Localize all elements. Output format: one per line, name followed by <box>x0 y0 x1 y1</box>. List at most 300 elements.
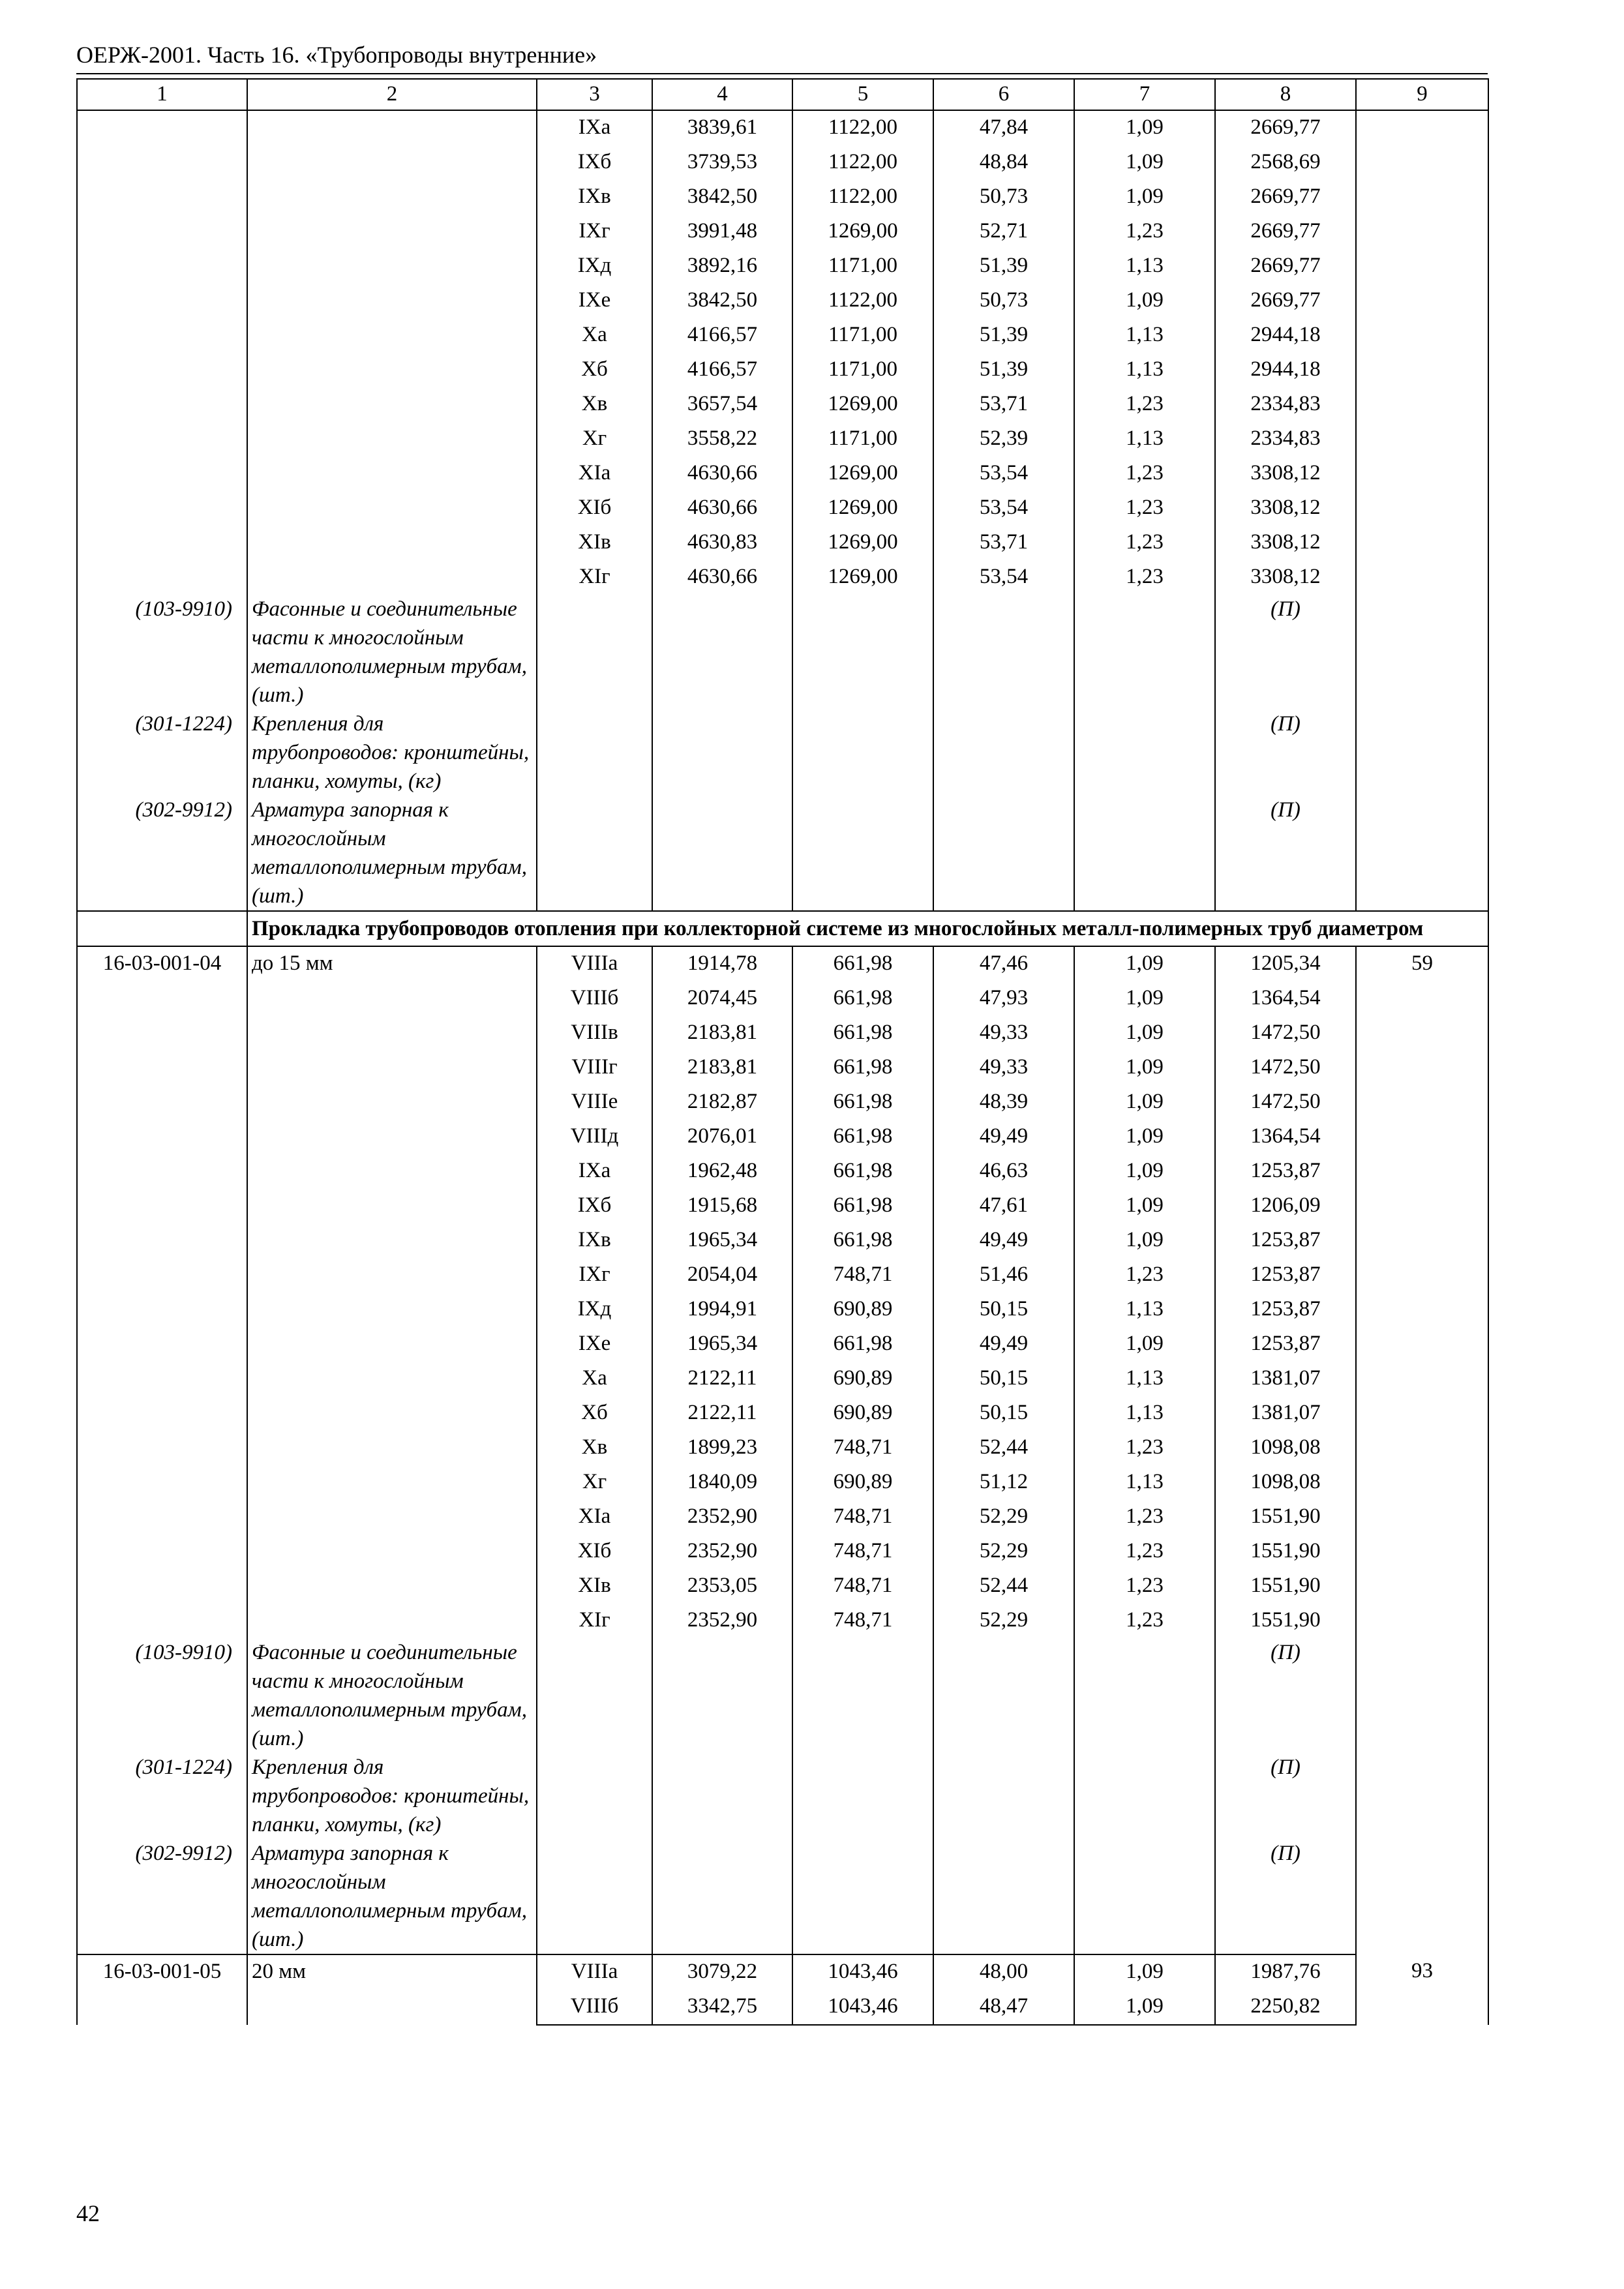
resource-code-cell <box>77 110 247 595</box>
zone-cell: XIа <box>537 456 652 491</box>
material-row <box>77 710 1488 796</box>
material-name-cell: Крепления для трубопроводов: кронштейны, планки, хомуты, (кг) <box>247 710 537 796</box>
zone-cell: VIIIа <box>537 1954 652 1990</box>
labor-hours-cell: 59 <box>1356 946 1488 1954</box>
labor-cost-cell: 661,98 <box>792 1120 933 1154</box>
zone-cell: Xа <box>537 318 652 353</box>
material-cost-cell: 1205,34 <box>1215 946 1356 981</box>
driver-wage-cell: 1,23 <box>1074 1258 1215 1293</box>
machine-cost-cell: 52,29 <box>933 1604 1074 1638</box>
material-cost-cell: 1472,50 <box>1215 1085 1356 1120</box>
labor-cost-cell: 690,89 <box>792 1293 933 1327</box>
zone-cell: VIIIд <box>537 1120 652 1154</box>
direct-cost-cell: 4630,66 <box>652 456 792 491</box>
empty-cell <box>792 1753 933 1839</box>
machine-cost-cell: 51,39 <box>933 318 1074 353</box>
zone-cell: VIIIг <box>537 1051 652 1085</box>
labor-cost-cell: 661,98 <box>792 1327 933 1362</box>
labor-cost-cell: 748,71 <box>792 1500 933 1534</box>
driver-wage-cell: 1,09 <box>1074 180 1215 215</box>
material-row <box>77 595 1488 710</box>
driver-wage-cell: 1,23 <box>1074 526 1215 560</box>
material-cost-cell: 1098,08 <box>1215 1431 1356 1465</box>
labor-cost-cell: 690,89 <box>792 1465 933 1500</box>
labor-cost-cell: 748,71 <box>792 1569 933 1604</box>
rates-table <box>76 78 1489 2026</box>
material-mark-cell: (П) <box>1215 796 1356 911</box>
material-mark-cell: (П) <box>1215 1839 1356 1954</box>
table-body <box>77 79 1488 2025</box>
column-number: 8 <box>1215 79 1356 110</box>
material-code-cell: (302-9912) <box>77 796 247 911</box>
material-cost-cell: 2669,77 <box>1215 284 1356 318</box>
direct-cost-cell: 2074,45 <box>652 981 792 1016</box>
labor-cost-cell: 1122,00 <box>792 284 933 318</box>
driver-wage-cell: 1,13 <box>1074 1293 1215 1327</box>
machine-cost-cell: 52,39 <box>933 422 1074 456</box>
labor-cost-cell: 661,98 <box>792 1051 933 1085</box>
driver-wage-cell: 1,23 <box>1074 215 1215 249</box>
resource-code-cell: 16-03-001-04 <box>77 946 247 1638</box>
machine-cost-cell: 52,29 <box>933 1534 1074 1569</box>
zone-cell: XIв <box>537 1569 652 1604</box>
driver-wage-cell: 1,13 <box>1074 353 1215 387</box>
zone-cell: IXе <box>537 1327 652 1362</box>
column-number: 3 <box>537 79 652 110</box>
material-cost-cell: 1381,07 <box>1215 1362 1356 1396</box>
material-name-cell: Арматура запорная к многослойным металлополимерным трубам, (шт.) <box>247 796 537 911</box>
direct-cost-cell: 2352,90 <box>652 1500 792 1534</box>
labor-cost-cell: 690,89 <box>792 1362 933 1396</box>
material-cost-cell: 1472,50 <box>1215 1016 1356 1051</box>
zone-cell: Xа <box>537 1362 652 1396</box>
driver-wage-cell: 1,09 <box>1074 284 1215 318</box>
labor-cost-cell: 1122,00 <box>792 145 933 180</box>
material-cost-cell: 2669,77 <box>1215 249 1356 284</box>
machine-cost-cell: 48,39 <box>933 1085 1074 1120</box>
machine-cost-cell: 53,54 <box>933 456 1074 491</box>
material-cost-cell: 1551,90 <box>1215 1569 1356 1604</box>
material-cost-cell: 1253,87 <box>1215 1327 1356 1362</box>
zone-cell: Xг <box>537 1465 652 1500</box>
section-title: Прокладка трубопроводов отопления при коллекторной системе из многослойных металл-полимерных труб диаметром <box>247 911 1488 946</box>
machine-cost-cell: 46,63 <box>933 1154 1074 1189</box>
material-name-cell: Фасонные и соединительные части к многослойным металлополимерным трубам, (шт.) <box>247 1638 537 1753</box>
driver-wage-cell: 1,23 <box>1074 1534 1215 1569</box>
empty-cell <box>537 710 652 796</box>
empty-cell <box>1074 796 1215 911</box>
driver-wage-cell: 1,13 <box>1074 318 1215 353</box>
labor-hours-cell <box>1356 110 1488 911</box>
driver-wage-cell: 1,13 <box>1074 1465 1215 1500</box>
machine-cost-cell: 51,39 <box>933 353 1074 387</box>
zone-cell: IXе <box>537 284 652 318</box>
driver-wage-cell: 1,23 <box>1074 1431 1215 1465</box>
labor-cost-cell: 1171,00 <box>792 249 933 284</box>
column-number: 5 <box>792 79 933 110</box>
material-cost-cell: 2669,77 <box>1215 110 1356 145</box>
machine-cost-cell: 49,49 <box>933 1327 1074 1362</box>
table-row <box>77 946 1488 981</box>
empty-cell <box>652 1638 792 1753</box>
material-row <box>77 1753 1488 1839</box>
driver-wage-cell: 1,23 <box>1074 1500 1215 1534</box>
material-cost-cell: 2669,77 <box>1215 180 1356 215</box>
machine-cost-cell: 50,15 <box>933 1396 1074 1431</box>
labor-cost-cell: 748,71 <box>792 1258 933 1293</box>
empty-cell <box>537 1638 652 1753</box>
zone-cell: VIIIв <box>537 1016 652 1051</box>
direct-cost-cell: 2353,05 <box>652 1569 792 1604</box>
machine-cost-cell: 48,00 <box>933 1954 1074 1990</box>
resource-code-cell: 16-03-001-05 <box>77 1954 247 2025</box>
empty-cell <box>792 1839 933 1954</box>
zone-cell: Xг <box>537 422 652 456</box>
page-number: 42 <box>76 2200 100 2226</box>
labor-cost-cell: 1269,00 <box>792 526 933 560</box>
zone-cell: XIг <box>537 1604 652 1638</box>
driver-wage-cell: 1,23 <box>1074 387 1215 422</box>
direct-cost-cell: 4166,57 <box>652 353 792 387</box>
work-name-cell: 20 мм <box>247 1954 537 2025</box>
work-name-cell <box>247 110 537 595</box>
direct-cost-cell: 3657,54 <box>652 387 792 422</box>
direct-cost-cell: 3558,22 <box>652 422 792 456</box>
material-cost-cell: 1206,09 <box>1215 1189 1356 1223</box>
column-number-row <box>77 79 1488 110</box>
material-code-cell: (302-9912) <box>77 1839 247 1954</box>
zone-cell: VIIIе <box>537 1085 652 1120</box>
machine-cost-cell: 47,93 <box>933 981 1074 1016</box>
driver-wage-cell: 1,09 <box>1074 1051 1215 1085</box>
labor-cost-cell: 661,98 <box>792 1016 933 1051</box>
material-row <box>77 1839 1488 1954</box>
labor-cost-cell: 1269,00 <box>792 215 933 249</box>
direct-cost-cell: 1994,91 <box>652 1293 792 1327</box>
empty-cell <box>792 1638 933 1753</box>
machine-cost-cell: 52,44 <box>933 1569 1074 1604</box>
machine-cost-cell: 49,49 <box>933 1223 1074 1258</box>
machine-cost-cell: 53,54 <box>933 491 1074 526</box>
direct-cost-cell: 1962,48 <box>652 1154 792 1189</box>
labor-cost-cell: 1122,00 <box>792 110 933 145</box>
table-row <box>77 110 1488 145</box>
direct-cost-cell: 3991,48 <box>652 215 792 249</box>
material-cost-cell: 3308,12 <box>1215 456 1356 491</box>
driver-wage-cell: 1,23 <box>1074 456 1215 491</box>
empty-cell <box>933 1638 1074 1753</box>
empty-cell <box>1074 1753 1215 1839</box>
direct-cost-cell: 2352,90 <box>652 1534 792 1569</box>
zone-cell: VIIIа <box>537 946 652 981</box>
material-cost-cell: 2334,83 <box>1215 422 1356 456</box>
zone-cell: IXг <box>537 215 652 249</box>
zone-cell: Xб <box>537 1396 652 1431</box>
material-cost-cell: 1364,54 <box>1215 1120 1356 1154</box>
material-cost-cell: 1253,87 <box>1215 1258 1356 1293</box>
driver-wage-cell: 1,23 <box>1074 1604 1215 1638</box>
material-code-cell: (301-1224) <box>77 1753 247 1839</box>
labor-cost-cell: 661,98 <box>792 1223 933 1258</box>
machine-cost-cell: 51,39 <box>933 249 1074 284</box>
direct-cost-cell: 1965,34 <box>652 1223 792 1258</box>
labor-cost-cell: 1043,46 <box>792 1954 933 1990</box>
direct-cost-cell: 3342,75 <box>652 1990 792 2025</box>
material-name-cell: Крепления для трубопроводов: кронштейны, планки, хомуты, (кг) <box>247 1753 537 1839</box>
zone-cell: IXв <box>537 180 652 215</box>
labor-cost-cell: 1269,00 <box>792 560 933 595</box>
machine-cost-cell: 52,44 <box>933 1431 1074 1465</box>
material-cost-cell: 1987,76 <box>1215 1954 1356 1990</box>
machine-cost-cell: 52,71 <box>933 215 1074 249</box>
zone-cell: Xв <box>537 1431 652 1465</box>
driver-wage-cell: 1,23 <box>1074 491 1215 526</box>
material-code-cell: (103-9910) <box>77 595 247 710</box>
machine-cost-cell: 52,29 <box>933 1500 1074 1534</box>
material-cost-cell: 1472,50 <box>1215 1051 1356 1085</box>
zone-cell: IXв <box>537 1223 652 1258</box>
zone-cell: XIб <box>537 1534 652 1569</box>
empty-cell <box>652 595 792 710</box>
empty-cell <box>77 911 247 946</box>
material-cost-cell: 2944,18 <box>1215 318 1356 353</box>
material-cost-cell: 2568,69 <box>1215 145 1356 180</box>
machine-cost-cell: 50,15 <box>933 1362 1074 1396</box>
material-cost-cell: 2250,82 <box>1215 1990 1356 2025</box>
machine-cost-cell: 47,84 <box>933 110 1074 145</box>
machine-cost-cell: 49,33 <box>933 1016 1074 1051</box>
empty-cell <box>537 1753 652 1839</box>
driver-wage-cell: 1,09 <box>1074 1990 1215 2025</box>
empty-cell <box>933 710 1074 796</box>
direct-cost-cell: 2182,87 <box>652 1085 792 1120</box>
direct-cost-cell: 2122,11 <box>652 1362 792 1396</box>
empty-cell <box>1074 710 1215 796</box>
driver-wage-cell: 1,13 <box>1074 422 1215 456</box>
material-mark-cell: (П) <box>1215 710 1356 796</box>
direct-cost-cell: 1840,09 <box>652 1465 792 1500</box>
column-number: 9 <box>1356 79 1488 110</box>
column-number: 2 <box>247 79 537 110</box>
column-number: 7 <box>1074 79 1215 110</box>
direct-cost-cell: 2352,90 <box>652 1604 792 1638</box>
labor-cost-cell: 661,98 <box>792 1085 933 1120</box>
material-cost-cell: 1253,87 <box>1215 1223 1356 1258</box>
column-number: 4 <box>652 79 792 110</box>
direct-cost-cell: 4630,83 <box>652 526 792 560</box>
direct-cost-cell: 2183,81 <box>652 1016 792 1051</box>
machine-cost-cell: 48,84 <box>933 145 1074 180</box>
labor-cost-cell: 1171,00 <box>792 422 933 456</box>
driver-wage-cell: 1,09 <box>1074 981 1215 1016</box>
driver-wage-cell: 1,09 <box>1074 946 1215 981</box>
zone-cell: IXд <box>537 1293 652 1327</box>
driver-wage-cell: 1,09 <box>1074 1154 1215 1189</box>
material-cost-cell: 2334,83 <box>1215 387 1356 422</box>
direct-cost-cell: 3892,16 <box>652 249 792 284</box>
direct-cost-cell: 3079,22 <box>652 1954 792 1990</box>
machine-cost-cell: 49,33 <box>933 1051 1074 1085</box>
empty-cell <box>933 1753 1074 1839</box>
material-cost-cell: 3308,12 <box>1215 560 1356 595</box>
direct-cost-cell: 3839,61 <box>652 110 792 145</box>
material-mark-cell: (П) <box>1215 1753 1356 1839</box>
machine-cost-cell: 47,61 <box>933 1189 1074 1223</box>
zone-cell: XIа <box>537 1500 652 1534</box>
direct-cost-cell: 3842,50 <box>652 180 792 215</box>
empty-cell <box>933 796 1074 911</box>
table-row <box>77 1954 1488 1990</box>
driver-wage-cell: 1,09 <box>1074 110 1215 145</box>
labor-cost-cell: 1269,00 <box>792 387 933 422</box>
machine-cost-cell: 53,71 <box>933 526 1074 560</box>
material-row <box>77 796 1488 911</box>
zone-cell: XIг <box>537 560 652 595</box>
direct-cost-cell: 1914,78 <box>652 946 792 981</box>
material-name-cell: Арматура запорная к многослойным металлополимерным трубам, (шт.) <box>247 1839 537 1954</box>
driver-wage-cell: 1,23 <box>1074 560 1215 595</box>
machine-cost-cell: 49,49 <box>933 1120 1074 1154</box>
material-mark-cell: (П) <box>1215 1638 1356 1753</box>
direct-cost-cell: 4630,66 <box>652 491 792 526</box>
driver-wage-cell: 1,09 <box>1074 1327 1215 1362</box>
labor-cost-cell: 748,71 <box>792 1431 933 1465</box>
material-cost-cell: 1364,54 <box>1215 981 1356 1016</box>
driver-wage-cell: 1,23 <box>1074 1569 1215 1604</box>
empty-cell <box>792 710 933 796</box>
direct-cost-cell: 2122,11 <box>652 1396 792 1431</box>
material-name-cell: Фасонные и соединительные части к многослойным металлополимерным трубам, (шт.) <box>247 595 537 710</box>
zone-cell: IXа <box>537 1154 652 1189</box>
zone-cell: IXд <box>537 249 652 284</box>
machine-cost-cell: 53,71 <box>933 387 1074 422</box>
machine-cost-cell: 47,46 <box>933 946 1074 981</box>
empty-cell <box>792 796 933 911</box>
direct-cost-cell: 2183,81 <box>652 1051 792 1085</box>
material-cost-cell: 3308,12 <box>1215 491 1356 526</box>
material-cost-cell: 3308,12 <box>1215 526 1356 560</box>
labor-cost-cell: 748,71 <box>792 1534 933 1569</box>
labor-cost-cell: 1043,46 <box>792 1990 933 2025</box>
zone-cell: IXа <box>537 110 652 145</box>
labor-cost-cell: 661,98 <box>792 981 933 1016</box>
empty-cell <box>792 595 933 710</box>
empty-cell <box>933 595 1074 710</box>
driver-wage-cell: 1,09 <box>1074 1223 1215 1258</box>
direct-cost-cell: 3739,53 <box>652 145 792 180</box>
material-code-cell: (301-1224) <box>77 710 247 796</box>
driver-wage-cell: 1,09 <box>1074 1120 1215 1154</box>
labor-cost-cell: 690,89 <box>792 1396 933 1431</box>
labor-cost-cell: 661,98 <box>792 946 933 981</box>
machine-cost-cell: 53,54 <box>933 560 1074 595</box>
direct-cost-cell: 4630,66 <box>652 560 792 595</box>
material-cost-cell: 1253,87 <box>1215 1154 1356 1189</box>
labor-hours-cell: 93 <box>1356 1954 1488 2025</box>
direct-cost-cell: 1965,34 <box>652 1327 792 1362</box>
zone-cell: Xв <box>537 387 652 422</box>
material-cost-cell: 1551,90 <box>1215 1534 1356 1569</box>
driver-wage-cell: 1,13 <box>1074 249 1215 284</box>
machine-cost-cell: 51,12 <box>933 1465 1074 1500</box>
labor-cost-cell: 1122,00 <box>792 180 933 215</box>
empty-cell <box>537 1839 652 1954</box>
empty-cell <box>933 1839 1074 1954</box>
empty-cell <box>652 1753 792 1839</box>
page-header: ОЕРЖ-2001. Часть 16. «Трубопроводы внутренние» <box>76 42 597 68</box>
material-row <box>77 1638 1488 1753</box>
machine-cost-cell: 50,73 <box>933 284 1074 318</box>
empty-cell <box>1074 595 1215 710</box>
labor-cost-cell: 661,98 <box>792 1189 933 1223</box>
material-cost-cell: 1551,90 <box>1215 1500 1356 1534</box>
material-cost-cell: 1381,07 <box>1215 1396 1356 1431</box>
zone-cell: IXб <box>537 145 652 180</box>
direct-cost-cell: 1899,23 <box>652 1431 792 1465</box>
driver-wage-cell: 1,09 <box>1074 145 1215 180</box>
machine-cost-cell: 50,73 <box>933 180 1074 215</box>
zone-cell: IXг <box>537 1258 652 1293</box>
section-row <box>77 911 1488 946</box>
material-cost-cell: 2944,18 <box>1215 353 1356 387</box>
empty-cell <box>1074 1638 1215 1753</box>
empty-cell <box>652 1839 792 1954</box>
labor-cost-cell: 1269,00 <box>792 491 933 526</box>
material-cost-cell: 1253,87 <box>1215 1293 1356 1327</box>
zone-cell: XIв <box>537 526 652 560</box>
labor-cost-cell: 1171,00 <box>792 318 933 353</box>
machine-cost-cell: 51,46 <box>933 1258 1074 1293</box>
driver-wage-cell: 1,09 <box>1074 1189 1215 1223</box>
material-cost-cell: 1551,90 <box>1215 1604 1356 1638</box>
zone-cell: VIIIб <box>537 981 652 1016</box>
column-number: 6 <box>933 79 1074 110</box>
empty-cell <box>537 595 652 710</box>
direct-cost-cell: 4166,57 <box>652 318 792 353</box>
driver-wage-cell: 1,09 <box>1074 1954 1215 1990</box>
material-cost-cell: 1098,08 <box>1215 1465 1356 1500</box>
driver-wage-cell: 1,09 <box>1074 1016 1215 1051</box>
machine-cost-cell: 50,15 <box>933 1293 1074 1327</box>
direct-cost-cell: 3842,50 <box>652 284 792 318</box>
work-name-cell: до 15 мм <box>247 946 537 1638</box>
labor-cost-cell: 748,71 <box>792 1604 933 1638</box>
labor-cost-cell: 661,98 <box>792 1154 933 1189</box>
empty-cell <box>537 796 652 911</box>
direct-cost-cell: 2076,01 <box>652 1120 792 1154</box>
direct-cost-cell: 2054,04 <box>652 1258 792 1293</box>
direct-cost-cell: 1915,68 <box>652 1189 792 1223</box>
zone-cell: XIб <box>537 491 652 526</box>
driver-wage-cell: 1,13 <box>1074 1396 1215 1431</box>
empty-cell <box>652 710 792 796</box>
material-mark-cell: (П) <box>1215 595 1356 710</box>
empty-cell <box>1074 1839 1215 1954</box>
empty-cell <box>652 796 792 911</box>
machine-cost-cell: 48,47 <box>933 1990 1074 2025</box>
material-code-cell: (103-9910) <box>77 1638 247 1753</box>
driver-wage-cell: 1,09 <box>1074 1085 1215 1120</box>
column-number: 1 <box>77 79 247 110</box>
labor-cost-cell: 1171,00 <box>792 353 933 387</box>
labor-cost-cell: 1269,00 <box>792 456 933 491</box>
zone-cell: Xб <box>537 353 652 387</box>
zone-cell: IXб <box>537 1189 652 1223</box>
header-rule <box>76 73 1488 74</box>
zone-cell: VIIIб <box>537 1990 652 2025</box>
driver-wage-cell: 1,13 <box>1074 1362 1215 1396</box>
material-cost-cell: 2669,77 <box>1215 215 1356 249</box>
